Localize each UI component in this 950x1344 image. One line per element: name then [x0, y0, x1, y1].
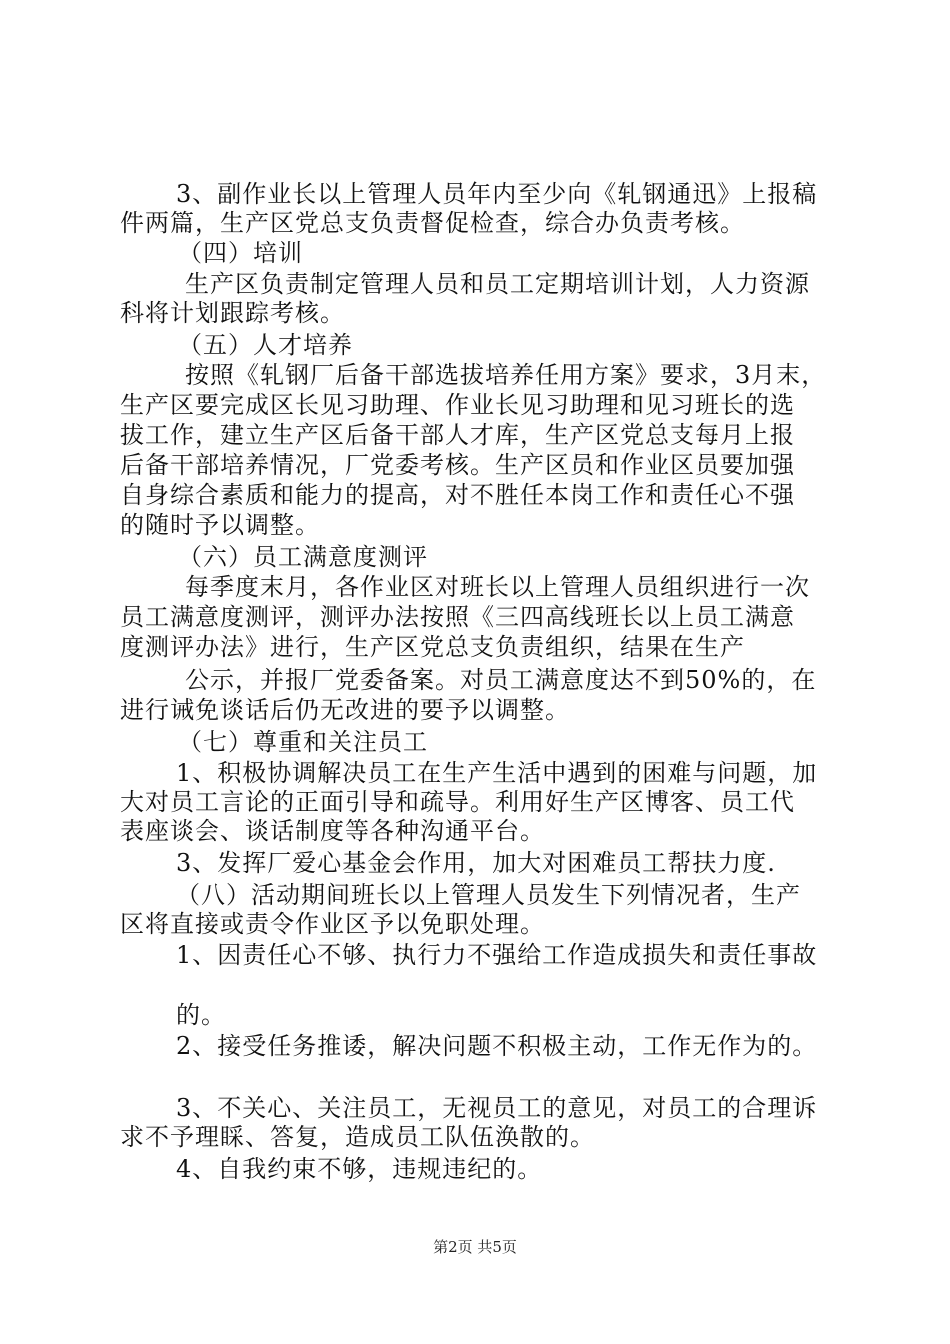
text-line: 件两篇，生产区党总支负责督促检查，综合办负责考核。	[120, 209, 745, 237]
text-line: 4、自我约束不够，违规违纪的。	[176, 1155, 543, 1183]
section-heading: （五）人才培养	[178, 331, 353, 359]
section-heading: （六）员工满意度测评	[178, 543, 428, 571]
text-line: 1、积极协调解决员工在生产生活中遇到的困难与问题，加	[176, 759, 818, 787]
text-line: 大对员工言论的正面引导和疏导。利用好生产区博客、员工代	[120, 788, 795, 816]
text-line: 区将直接或责令作业区予以免职处理。	[120, 910, 545, 938]
text-line: 科将计划跟踪考核。	[120, 299, 345, 327]
text-line: 按照《轧钢厂后备干部选拔培养任用方案》要求，3月末，	[185, 361, 827, 389]
section-heading: （八）活动期间班长以上管理人员发生下列情况者，生产	[176, 881, 801, 909]
text-line: 3、不关心、关注员工，无视员工的意见，对员工的合理诉	[176, 1094, 818, 1122]
text-line: 每季度末月，各作业区对班长以上管理人员组织进行一次	[185, 573, 810, 601]
text-line: 2、接受任务推诿，解决问题不积极主动，工作无作为的。	[176, 1032, 818, 1060]
text-line: 进行诫免谈话后仍无改进的要予以调整。	[120, 696, 570, 724]
text-line: 3、发挥厂爱心基金会作用，加大对困难员工帮扶力度.	[176, 849, 776, 877]
text-line: 员工满意度测评，测评办法按照《三四高线班长以上员工满意	[120, 603, 795, 631]
text-line: 公示，并报厂党委备案。对员工满意度达不到50%的，在	[185, 666, 817, 694]
page-number: 第2页 共5页	[433, 1238, 517, 1256]
section-heading: （七）尊重和关注员工	[178, 728, 428, 756]
text-line: 生产区负责制定管理人员和员工定期培训计划，人力资源	[185, 270, 810, 298]
text-line: 拔工作，建立生产区后备干部人才库，生产区党总支每月上报	[120, 421, 795, 449]
text-line: 表座谈会、谈话制度等各种沟通平台。	[120, 817, 545, 845]
text-line: 自身综合素质和能力的提高，对不胜任本岗工作和责任心不强	[120, 481, 795, 509]
text-line: 1、因责任心不够、执行力不强给工作造成损失和责任事故	[176, 941, 818, 969]
section-heading: （四）培训	[178, 239, 303, 267]
text-line: 度测评办法》进行，生产区党总支负责组织，结果在生产	[120, 633, 745, 661]
text-line: 求不予理睬、答复，造成员工队伍涣散的。	[120, 1123, 595, 1151]
text-line: 的。	[176, 1001, 226, 1029]
text-line: 3、副作业长以上管理人员年内至少向《轧钢通迅》上报稿	[176, 180, 818, 208]
text-line: 生产区要完成区长见习助理、作业长见习助理和见习班长的选	[120, 391, 795, 419]
text-line: 后备干部培养情况，厂党委考核。生产区员和作业区员要加强	[120, 451, 795, 479]
text-line: 的随时予以调整。	[120, 511, 320, 539]
